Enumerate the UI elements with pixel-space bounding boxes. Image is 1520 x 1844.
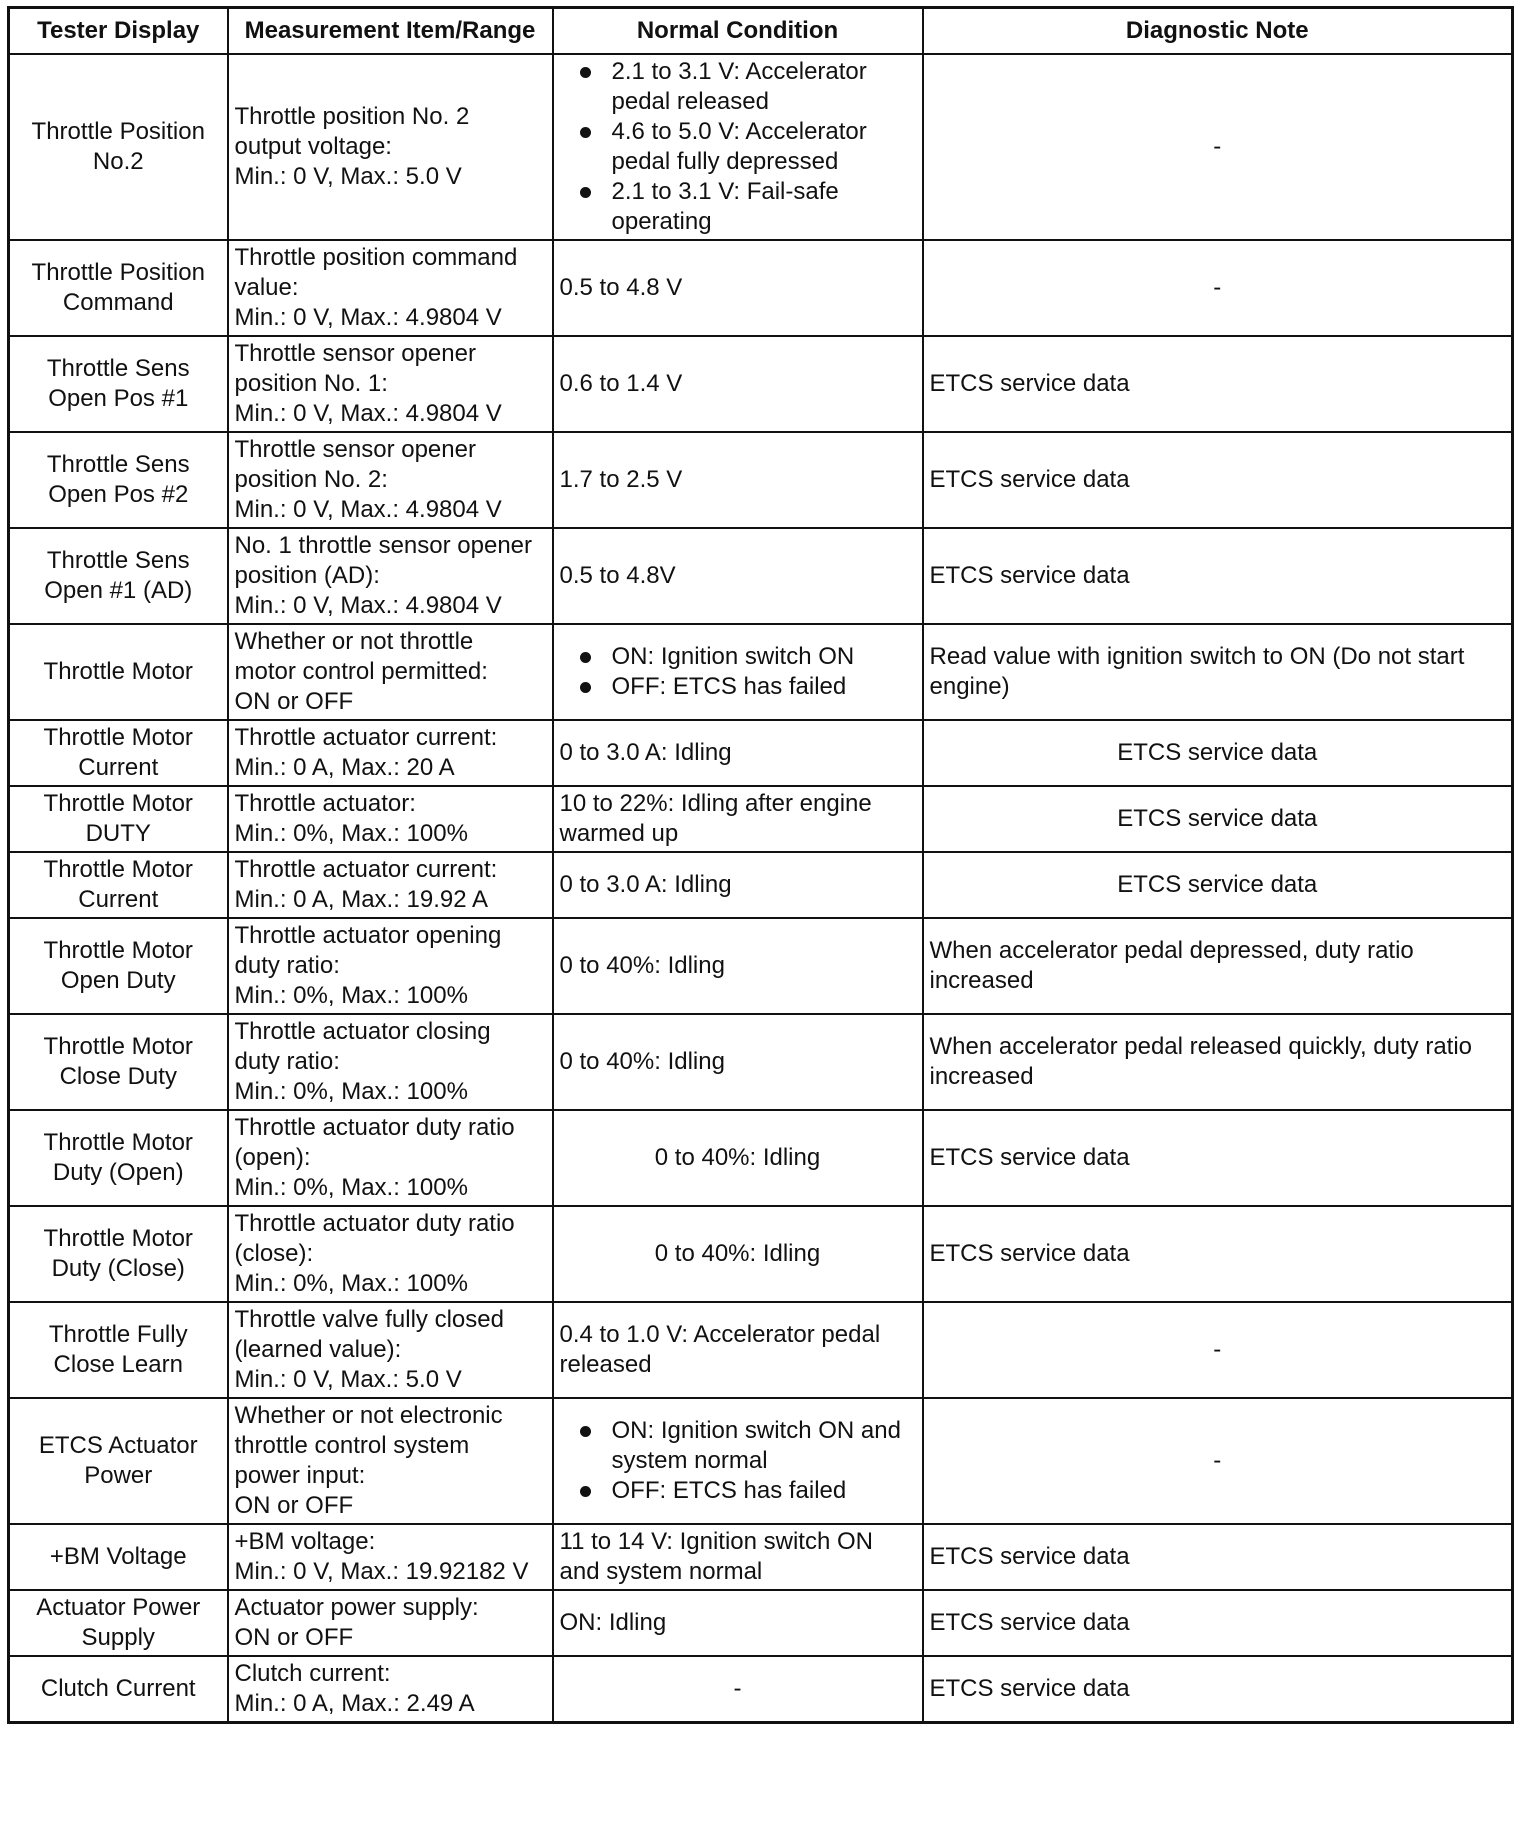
normal-condition-item: 2.1 to 3.1 V: Fail-safe operating	[612, 177, 916, 237]
measurement-item-cell	[228, 528, 553, 624]
tester-display-cell: Throttle Sens Open Pos #2	[9, 432, 228, 528]
normal-condition-item: 4.6 to 5.0 V: Accelerator pedal fully depressed	[612, 117, 916, 177]
measurement-item-cell	[228, 720, 553, 786]
normal-condition-cell	[553, 1590, 923, 1656]
table-row	[9, 528, 1513, 624]
table-row	[9, 240, 1513, 336]
measurement-line: Min.: 0 V, Max.: 5.0 V	[234, 163, 462, 190]
measurement-line: Throttle actuator duty ratio	[234, 1114, 515, 1141]
measurement-line: Throttle position command	[234, 244, 518, 271]
normal-condition-cell	[553, 1014, 923, 1110]
normal-condition-item: OFF: ETCS has failed	[612, 1476, 916, 1506]
normal-condition-text: 0 to 3.0 A: Idling	[559, 739, 732, 766]
measurement-line: Min.: 0%, Max.: 100%	[234, 820, 468, 847]
tester-display-cell: ETCS Actuator Power	[9, 1398, 228, 1524]
measurement-line: Throttle sensor opener	[234, 340, 476, 367]
normal-condition-item: OFF: ETCS has failed	[612, 672, 916, 702]
measurement-line: Min.: 0 V, Max.: 4.9804 V	[234, 592, 502, 619]
measurement-line: Throttle actuator opening	[234, 922, 502, 949]
measurement-line: (open):	[234, 1144, 311, 1171]
normal-condition-item: ON: Ignition switch ON	[612, 642, 916, 672]
column-header-diagnostic-note: Diagnostic Note	[923, 8, 1513, 55]
measurement-line: Min.: 0%, Max.: 100%	[234, 982, 468, 1009]
measurement-item-cell	[228, 918, 553, 1014]
table-row	[9, 1590, 1513, 1656]
table-row	[9, 1302, 1513, 1398]
table-row	[9, 1656, 1513, 1723]
normal-condition-text: 0.5 to 4.8 V	[559, 274, 683, 301]
measurement-line: ON or OFF	[234, 1492, 354, 1519]
normal-condition-text: 1.7 to 2.5 V	[559, 466, 683, 493]
diagnostic-note-cell: ETCS service data	[923, 432, 1513, 528]
normal-condition-cell	[553, 624, 923, 720]
measurement-item-cell	[228, 54, 553, 240]
diagnostic-note-cell: ETCS service data	[923, 1206, 1513, 1302]
measurement-line: +BM voltage:	[234, 1528, 376, 1555]
table-row	[9, 432, 1513, 528]
normal-condition-text: 10 to 22%: Idling after engine warmed up	[559, 790, 872, 847]
data-list-table	[7, 6, 1514, 1724]
tester-display-cell: Throttle Motor Duty (Close)	[9, 1206, 228, 1302]
diagnostic-note-cell: ETCS service data	[923, 1656, 1513, 1723]
measurement-line: Min.: 0 V, Max.: 4.9804 V	[234, 496, 502, 523]
measurement-item-cell	[228, 852, 553, 918]
normal-condition-cell	[553, 1206, 923, 1302]
column-header-normal-condition: Normal Condition	[553, 8, 923, 55]
normal-condition-cell	[553, 1302, 923, 1398]
measurement-line: Throttle actuator closing	[234, 1018, 491, 1045]
measurement-item-cell	[228, 336, 553, 432]
measurement-line: Min.: 0%, Max.: 100%	[234, 1174, 468, 1201]
tester-display-cell: Throttle Fully Close Learn	[9, 1302, 228, 1398]
measurement-line: Throttle actuator duty ratio	[234, 1210, 515, 1237]
tester-display-cell: Throttle Position Command	[9, 240, 228, 336]
diagnostic-note-cell: ETCS service data	[923, 1524, 1513, 1590]
table-body	[9, 54, 1513, 1723]
diagnostic-data-sheet	[7, 6, 1511, 1724]
tester-display-cell: Throttle Motor DUTY	[9, 786, 228, 852]
tester-display-cell: Throttle Motor Current	[9, 852, 228, 918]
diagnostic-note-cell: ETCS service data	[923, 528, 1513, 624]
measurement-line: Min.: 0 V, Max.: 5.0 V	[234, 1366, 462, 1393]
measurement-line: Min.: 0 A, Max.: 19.92 A	[234, 886, 488, 913]
normal-condition-cell	[553, 240, 923, 336]
measurement-line: Throttle position No. 2	[234, 103, 470, 130]
measurement-item-cell	[228, 786, 553, 852]
table-row	[9, 1014, 1513, 1110]
normal-condition-cell	[553, 336, 923, 432]
measurement-line: No. 1 throttle sensor opener	[234, 532, 533, 559]
measurement-line: Actuator power supply:	[234, 1594, 479, 1621]
diagnostic-note-cell: ETCS service data	[923, 336, 1513, 432]
measurement-line: position (AD):	[234, 562, 380, 589]
normal-condition-text: -	[733, 1675, 742, 1702]
table-row	[9, 786, 1513, 852]
measurement-line: value:	[234, 274, 299, 301]
measurement-line: Whether or not electronic	[234, 1402, 503, 1429]
normal-condition-text: ON: Idling	[559, 1609, 667, 1636]
measurement-line: (learned value):	[234, 1336, 402, 1363]
tester-display-cell: Throttle Motor	[9, 624, 228, 720]
normal-condition-text: 0 to 3.0 A: Idling	[559, 871, 732, 898]
column-header-measurement-item: Measurement Item/Range	[228, 8, 553, 55]
table-row	[9, 1398, 1513, 1524]
measurement-item-cell	[228, 1398, 553, 1524]
diagnostic-note-cell: When accelerator pedal depressed, duty ratio increased	[923, 918, 1513, 1014]
normal-condition-cell	[553, 1110, 923, 1206]
normal-condition-text: 0.4 to 1.0 V: Accelerator pedal released	[559, 1321, 881, 1378]
normal-condition-cell	[553, 432, 923, 528]
normal-condition-text: 11 to 14 V: Ignition switch ON and system normal	[559, 1528, 873, 1585]
measurement-line: Throttle actuator current:	[234, 856, 498, 883]
normal-condition-item: ON: Ignition switch ON and system normal	[612, 1416, 916, 1476]
measurement-line: Whether or not throttle	[234, 628, 474, 655]
diagnostic-note-cell: ETCS service data	[923, 1110, 1513, 1206]
measurement-line: Throttle sensor opener	[234, 436, 476, 463]
measurement-line: Min.: 0 A, Max.: 2.49 A	[234, 1690, 475, 1717]
table-row	[9, 54, 1513, 240]
normal-condition-item: 2.1 to 3.1 V: Accelerator pedal released	[612, 57, 916, 117]
tester-display-cell: Throttle Motor Open Duty	[9, 918, 228, 1014]
table-header-row	[9, 8, 1513, 55]
measurement-item-cell	[228, 1656, 553, 1723]
normal-condition-cell	[553, 528, 923, 624]
normal-condition-cell	[553, 786, 923, 852]
measurement-item-cell	[228, 1302, 553, 1398]
tester-display-cell: +BM Voltage	[9, 1524, 228, 1590]
normal-condition-cell	[553, 1656, 923, 1723]
normal-condition-cell	[553, 720, 923, 786]
measurement-line: Min.: 0%, Max.: 100%	[234, 1270, 468, 1297]
measurement-line: position No. 1:	[234, 370, 388, 397]
measurement-item-cell	[228, 432, 553, 528]
diagnostic-note-cell: -	[923, 54, 1513, 240]
normal-condition-text: 0 to 40%: Idling	[654, 1144, 821, 1171]
column-header-tester-display: Tester Display	[9, 8, 228, 55]
table-row	[9, 1524, 1513, 1590]
tester-display-cell: Throttle Sens Open #1 (AD)	[9, 528, 228, 624]
measurement-item-cell	[228, 624, 553, 720]
normal-condition-text: 0 to 40%: Idling	[559, 952, 725, 979]
measurement-line: ON or OFF	[234, 1624, 354, 1651]
tester-display-cell: Throttle Motor Current	[9, 720, 228, 786]
tester-display-cell: Actuator Power Supply	[9, 1590, 228, 1656]
normal-condition-text: 0 to 40%: Idling	[559, 1048, 725, 1075]
diagnostic-note-cell: Read value with ignition switch to ON (Do not start engine)	[923, 624, 1513, 720]
measurement-line: Throttle valve fully closed	[234, 1306, 504, 1333]
normal-condition-cell	[553, 1398, 923, 1524]
normal-condition-text: 0.5 to 4.8V	[559, 562, 676, 589]
tester-display-cell: Throttle Position No.2	[9, 54, 228, 240]
measurement-line: throttle control system	[234, 1432, 470, 1459]
tester-display-cell: Throttle Sens Open Pos #1	[9, 336, 228, 432]
measurement-item-cell	[228, 1524, 553, 1590]
measurement-line: Min.: 0%, Max.: 100%	[234, 1078, 468, 1105]
diagnostic-note-cell: ETCS service data	[923, 1590, 1513, 1656]
measurement-line: Min.: 0 A, Max.: 20 A	[234, 754, 455, 781]
measurement-item-cell	[228, 1110, 553, 1206]
measurement-line: Min.: 0 V, Max.: 19.92182 V	[234, 1558, 529, 1585]
measurement-line: Clutch current:	[234, 1660, 391, 1687]
diagnostic-note-cell: ETCS service data	[923, 852, 1513, 918]
tester-display-cell: Clutch Current	[9, 1656, 228, 1723]
measurement-item-cell	[228, 240, 553, 336]
measurement-line: Min.: 0 V, Max.: 4.9804 V	[234, 304, 502, 331]
normal-condition-cell	[553, 1524, 923, 1590]
measurement-line: ON or OFF	[234, 688, 354, 715]
measurement-line: Min.: 0 V, Max.: 4.9804 V	[234, 400, 502, 427]
measurement-line: motor control permitted:	[234, 658, 488, 685]
measurement-line: duty ratio:	[234, 1048, 340, 1075]
tester-display-cell: Throttle Motor Close Duty	[9, 1014, 228, 1110]
diagnostic-note-cell: -	[923, 1302, 1513, 1398]
tester-display-cell: Throttle Motor Duty (Open)	[9, 1110, 228, 1206]
normal-condition-cell	[553, 918, 923, 1014]
measurement-line: position No. 2:	[234, 466, 388, 493]
measurement-line: duty ratio:	[234, 952, 340, 979]
diagnostic-note-cell: When accelerator pedal released quickly, duty ratio increased	[923, 1014, 1513, 1110]
diagnostic-note-cell: ETCS service data	[923, 720, 1513, 786]
table-row	[9, 918, 1513, 1014]
measurement-item-cell	[228, 1206, 553, 1302]
measurement-line: Throttle actuator:	[234, 790, 416, 817]
measurement-line: Throttle actuator current:	[234, 724, 498, 751]
measurement-item-cell	[228, 1014, 553, 1110]
normal-condition-text: 0 to 40%: Idling	[654, 1240, 821, 1267]
diagnostic-note-cell: -	[923, 1398, 1513, 1524]
table-row	[9, 1206, 1513, 1302]
normal-condition-list	[560, 642, 916, 702]
table-row	[9, 624, 1513, 720]
table-row	[9, 852, 1513, 918]
normal-condition-cell	[553, 852, 923, 918]
measurement-item-cell	[228, 1590, 553, 1656]
table-row	[9, 720, 1513, 786]
diagnostic-note-cell: -	[923, 240, 1513, 336]
normal-condition-list	[560, 57, 916, 237]
table-row	[9, 336, 1513, 432]
measurement-line: power input:	[234, 1462, 366, 1489]
table-row	[9, 1110, 1513, 1206]
normal-condition-list	[560, 1416, 916, 1506]
normal-condition-text: 0.6 to 1.4 V	[559, 370, 683, 397]
diagnostic-note-cell: ETCS service data	[923, 786, 1513, 852]
measurement-line: output voltage:	[234, 133, 392, 160]
normal-condition-cell	[553, 54, 923, 240]
measurement-line: (close):	[234, 1240, 314, 1267]
